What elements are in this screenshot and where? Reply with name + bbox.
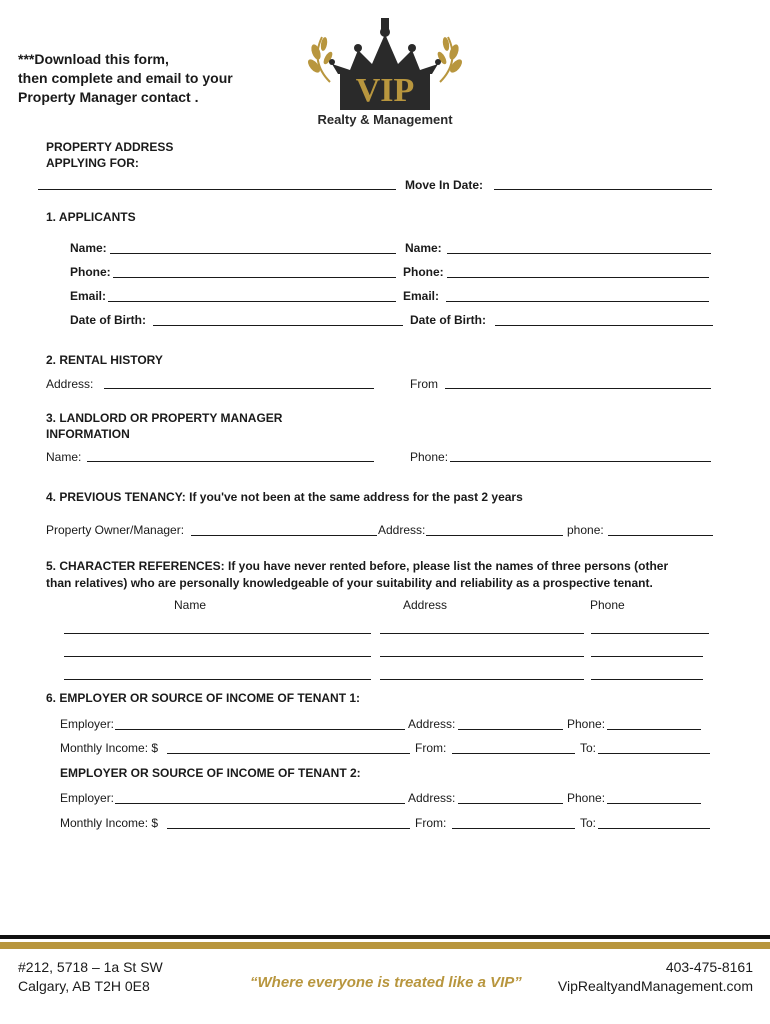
employer2-address-label: Address: bbox=[408, 791, 456, 805]
property-address-title bbox=[46, 139, 173, 171]
employer2-income-field[interactable] bbox=[167, 828, 410, 829]
property-title-line-1: PROPERTY ADDRESS bbox=[46, 140, 174, 154]
footer-contact bbox=[558, 958, 753, 996]
rental-address-label: Address: bbox=[46, 377, 94, 391]
employer1-from-field[interactable] bbox=[452, 753, 575, 754]
references-col-name: Name bbox=[174, 598, 207, 612]
applicant1-email-field[interactable] bbox=[108, 301, 396, 302]
references-title-line-1: 5. CHARACTER REFERENCES: If you have never rented before, please list the names of three persons (other bbox=[46, 559, 669, 573]
move-in-date-label: Move In Date: bbox=[405, 178, 484, 192]
company-logo bbox=[300, 12, 470, 130]
landlord-phone-label: Phone: bbox=[410, 450, 449, 464]
applicant2-dob-field[interactable] bbox=[495, 325, 713, 326]
reference2-name-field[interactable] bbox=[64, 656, 371, 657]
employer2-address-field[interactable] bbox=[458, 803, 563, 804]
reference3-phone-field[interactable] bbox=[591, 679, 703, 680]
logo-vip-text: VIP bbox=[355, 72, 415, 109]
employer1-employer-label: Employer: bbox=[60, 717, 115, 731]
employer2-employer-field[interactable] bbox=[115, 803, 405, 804]
employer1-title: 6. EMPLOYER OR SOURCE OF INCOME OF TENANT 1: bbox=[46, 691, 361, 705]
reference3-name-field[interactable] bbox=[64, 679, 371, 680]
footer-website[interactable]: VipRealtyandManagement.com bbox=[557, 978, 753, 994]
employer2-phone-field[interactable] bbox=[607, 803, 701, 804]
applicants-title: 1. APPLICANTS bbox=[46, 210, 136, 224]
employer1-phone-field[interactable] bbox=[607, 729, 701, 730]
employer2-employer-label: Employer: bbox=[60, 791, 115, 805]
employer1-phone-label: Phone: bbox=[567, 717, 606, 731]
employer1-income-label: Monthly Income: $ bbox=[60, 741, 159, 755]
footer-address-line-2: Calgary, AB T2H 0E8 bbox=[18, 978, 150, 994]
employer1-address-field[interactable] bbox=[458, 729, 563, 730]
references-title bbox=[46, 558, 668, 592]
landlord-name-field[interactable] bbox=[87, 461, 374, 462]
reference1-address-field[interactable] bbox=[380, 633, 584, 634]
footer-divider-dark bbox=[0, 935, 770, 939]
applicant1-dob-label: Date of Birth: bbox=[70, 313, 146, 327]
applicant1-name-field[interactable] bbox=[110, 253, 396, 254]
employer1-address-label: Address: bbox=[408, 717, 456, 731]
landlord-name-label: Name: bbox=[46, 450, 82, 464]
previous-owner-label: Property Owner/Manager: bbox=[46, 523, 185, 537]
previous-phone-label: phone: bbox=[567, 523, 604, 537]
employer1-from-label: From: bbox=[415, 741, 447, 755]
employer2-phone-label: Phone: bbox=[567, 791, 606, 805]
reference2-address-field[interactable] bbox=[380, 656, 584, 657]
employer2-income-label: Monthly Income: $ bbox=[60, 816, 159, 830]
applicant2-email-label: Email: bbox=[403, 289, 440, 303]
applicant1-phone-field[interactable] bbox=[113, 277, 396, 278]
applicant2-name-field[interactable] bbox=[447, 253, 711, 254]
landlord-title bbox=[46, 410, 282, 442]
employer1-income-field[interactable] bbox=[167, 753, 410, 754]
landlord-title-line-1: 3. LANDLORD OR PROPERTY MANAGER bbox=[46, 411, 283, 425]
rental-address-field[interactable] bbox=[104, 388, 374, 389]
intro-line-1: ***Download this form, bbox=[18, 51, 169, 67]
applicant2-phone-label: Phone: bbox=[403, 265, 444, 279]
footer-phone: 403-475-8161 bbox=[665, 959, 753, 975]
rental-from-label: From bbox=[410, 377, 438, 391]
previous-owner-field[interactable] bbox=[191, 535, 377, 536]
employer2-to-field[interactable] bbox=[598, 828, 710, 829]
applicant1-phone-label: Phone: bbox=[70, 265, 111, 279]
rental-from-field[interactable] bbox=[445, 388, 711, 389]
intro-note bbox=[18, 50, 233, 107]
property-title-line-2: APPLYING FOR: bbox=[46, 156, 139, 170]
applicant1-dob-field[interactable] bbox=[153, 325, 403, 326]
previous-phone-field[interactable] bbox=[608, 535, 713, 536]
applicant2-name-label: Name: bbox=[405, 241, 442, 255]
employer1-to-field[interactable] bbox=[598, 753, 710, 754]
references-col-address: Address bbox=[403, 598, 448, 612]
employer2-from-field[interactable] bbox=[452, 828, 575, 829]
footer-address-line-1: #212, 5718 – 1a St SW bbox=[18, 959, 163, 975]
footer-tagline: “Where everyone is treated like a VIP” bbox=[250, 974, 522, 991]
employer2-from-label: From: bbox=[415, 816, 447, 830]
reference1-phone-field[interactable] bbox=[591, 633, 709, 634]
footer-address bbox=[18, 958, 163, 996]
landlord-title-line-2: INFORMATION bbox=[46, 427, 130, 441]
intro-line-3: Property Manager contact . bbox=[18, 89, 199, 105]
intro-line-2: then complete and email to your bbox=[18, 70, 233, 86]
employer1-employer-field[interactable] bbox=[115, 729, 405, 730]
reference2-phone-field[interactable] bbox=[591, 656, 703, 657]
previous-tenancy-title: 4. PREVIOUS TENANCY: If you've not been at the same address for the past 2 years bbox=[46, 490, 523, 504]
applicant2-phone-field[interactable] bbox=[447, 277, 709, 278]
logo-subtitle: Realty & Management bbox=[317, 112, 453, 127]
landlord-phone-field[interactable] bbox=[450, 461, 711, 462]
applicant1-email-label: Email: bbox=[70, 289, 107, 303]
references-col-phone: Phone bbox=[590, 598, 625, 612]
reference1-name-field[interactable] bbox=[64, 633, 371, 634]
employer2-to-label: To: bbox=[580, 816, 597, 830]
applicant2-dob-label: Date of Birth: bbox=[410, 313, 486, 327]
reference3-address-field[interactable] bbox=[380, 679, 584, 680]
references-title-line-2: than relatives) who are personally knowledgeable of your suitability and reliability as a prospective tenant. bbox=[46, 576, 653, 590]
employer2-title: EMPLOYER OR SOURCE OF INCOME OF TENANT 2: bbox=[60, 766, 361, 780]
property-address-field[interactable] bbox=[38, 189, 396, 190]
rental-history-title: 2. RENTAL HISTORY bbox=[46, 353, 163, 367]
previous-address-field[interactable] bbox=[426, 535, 563, 536]
move-in-date-field[interactable] bbox=[494, 189, 712, 190]
applicant1-name-label: Name: bbox=[70, 241, 107, 255]
footer-divider-gold bbox=[0, 942, 770, 949]
employer1-to-label: To: bbox=[580, 741, 597, 755]
previous-address-label: Address: bbox=[378, 523, 426, 537]
applicant2-email-field[interactable] bbox=[446, 301, 709, 302]
